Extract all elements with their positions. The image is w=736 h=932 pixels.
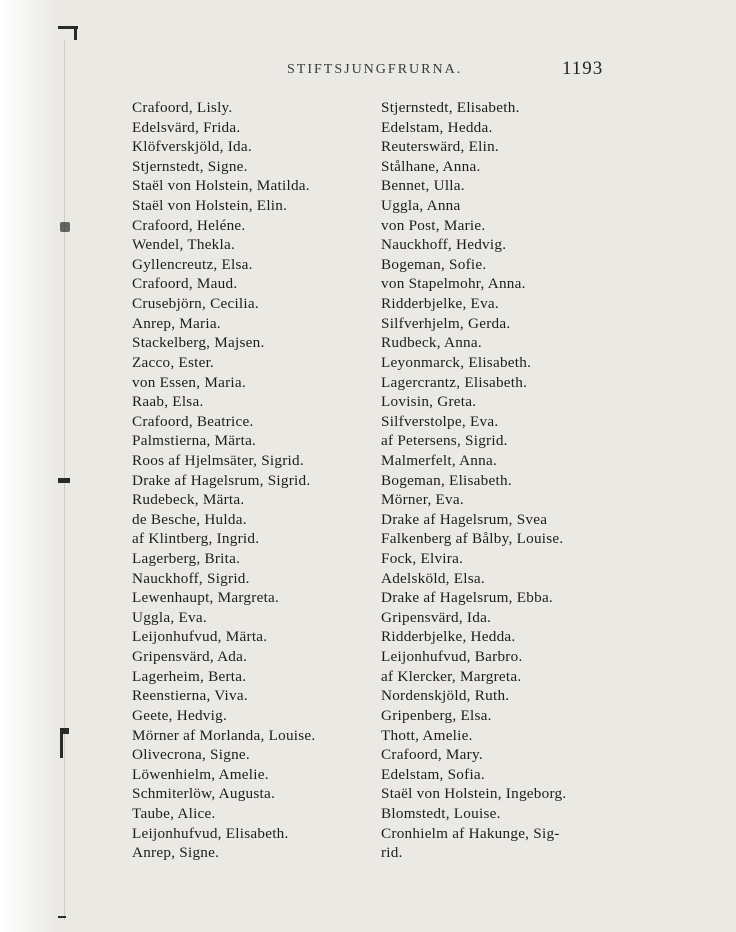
name-entry: Lagerheim, Berta. [132,667,247,685]
name-entry: Staël von Holstein, Elin. [132,197,288,215]
name-entry: Drake af Hagelsrum, Svea [381,510,548,528]
name-entry: Nauckhoff, Hedvig. [381,236,507,254]
name-entry: Crafoord, Maud. [132,275,238,293]
name-entry: Cronhielm af Hakunge, Sig- [381,824,560,842]
name-entry: Taube, Alice. [132,804,216,822]
name-entry: Blomstedt, Louise. [381,804,501,822]
name-entry: Leijonhufvud, Barbro. [381,648,523,666]
name-entry: Nordenskjöld, Ruth. [381,687,510,705]
name-entry: Malmerfelt, Anna. [381,451,498,469]
name-entry: Mörner, Eva. [381,491,464,509]
name-entry: Anrep, Maria. [132,314,221,332]
name-entry: Gripensvärd, Ada. [132,648,248,666]
name-entry: af Klintberg, Ingrid. [132,530,260,548]
name-entry: Löwenhielm, Amelie. [132,765,269,783]
name-entry: Fock, Elvira. [381,550,464,568]
name-entry: Bogeman, Elisabeth. [381,471,512,489]
name-entry: Drake af Hagelsrum, Sigrid. [132,471,311,489]
page-gutter [0,0,58,932]
name-entry: Lovisin, Greta. [381,393,477,411]
name-entry: Olivecrona, Signe. [132,746,250,764]
name-entry: Palmstierna, Märta. [132,432,257,450]
name-entry: Bennet, Ulla. [381,177,465,195]
name-entry: Wendel, Thekla. [132,236,236,254]
name-entry: Stålhane, Anna. [381,157,481,175]
name-entry: von Stapelmohr, Anna. [381,275,526,293]
left-column [132,98,368,863]
gutter-mark [58,478,70,483]
name-entry: Staël von Holstein, Ingeborg. [381,785,567,803]
name-entry: Gyllencreutz, Elsa. [132,255,253,273]
right-column [381,98,617,863]
name-entry: Thott, Amelie. [381,726,473,744]
name-entry: Schmiterlöw, Augusta. [132,785,276,803]
name-entry: Leijonhufvud, Elisabeth. [132,824,289,842]
name-entry: Mörner af Morlanda, Louise. [132,726,316,744]
name-entry: Gripenberg, Elsa. [381,706,492,724]
name-entry: von Essen, Maria. [132,373,246,391]
name-entry: Crafoord, Beatrice. [132,412,254,430]
name-entry: Raab, Elsa. [132,393,204,411]
name-entry: af Petersens, Sigrid. [381,432,508,450]
name-entry: Crusebjörn, Cecilia. [132,295,259,313]
name-entry: Staël von Holstein, Matilda. [132,177,310,195]
name-entry: Adelsköld, Elsa. [381,569,485,587]
name-entry: Uggla, Anna [381,197,461,215]
name-entry: Stackelberg, Majsen. [132,334,265,352]
gutter-mark [74,26,77,40]
name-entry: Anrep, Signe. [132,844,220,862]
name-entry: Gripensvärd, Ida. [381,608,492,626]
name-entry: Reenstierna, Viva. [132,687,248,705]
name-entry: Rudebeck, Märta. [132,491,245,509]
name-entry: rid. [381,844,403,862]
gutter-mark [60,222,70,232]
name-entry: Stjernstedt, Signe. [132,157,248,175]
name-entry: Crafoord, Mary. [381,746,483,764]
name-entry: Edelsvärd, Frida. [132,118,241,136]
name-entry: Crafoord, Heléne. [132,216,246,234]
name-entry: Ridderbjelke, Hedda. [381,628,516,646]
name-entry: Nauckhoff, Sigrid. [132,569,250,587]
name-entry: Silfverhjelm, Gerda. [381,314,511,332]
gutter-mark [60,728,69,734]
name-entry: de Besche, Hulda. [132,510,247,528]
name-entry: Falkenberg af Bålby, Louise. [381,530,564,548]
name-entry: Edelstam, Sofia. [381,765,485,783]
name-entry: Bogeman, Sofie. [381,255,487,273]
name-entry: Stjernstedt, Elisabeth. [381,99,520,116]
name-entry: Uggla, Eva. [132,608,207,626]
name-entry: Zacco, Ester. [132,353,215,371]
name-entry: Lagercrantz, Elisabeth. [381,373,528,391]
gutter-mark [58,916,66,918]
name-entry: Leyonmarck, Elisabeth. [381,353,532,371]
name-entry: Ridderbjelke, Eva. [381,295,499,313]
running-header: STIFTSJUNGFRURNA. [287,62,463,77]
name-entry: Lewenhaupt, Margreta. [132,589,280,607]
name-entry: Drake af Hagelsrum, Ebba. [381,589,553,607]
name-entry: Reuterswärd, Elin. [381,138,499,156]
page-number: 1193 [562,58,604,79]
name-entry: Geete, Hedvig. [132,706,228,724]
name-entry: Leijonhufvud, Märta. [132,628,268,646]
name-entry: Lagerberg, Brita. [132,550,241,568]
name-entry: von Post, Marie. [381,216,486,234]
name-entry: Crafoord, Lisly. [132,99,233,116]
name-entry: Klöfverskjöld, Ida. [132,138,252,156]
name-entry: Silfverstolpe, Eva. [381,412,499,430]
name-entry: Roos af Hjelmsäter, Sigrid. [132,451,304,469]
name-entry: Edelstam, Hedda. [381,118,493,136]
name-entry: af Klercker, Margreta. [381,667,522,685]
name-entry: Rudbeck, Anna. [381,334,482,352]
